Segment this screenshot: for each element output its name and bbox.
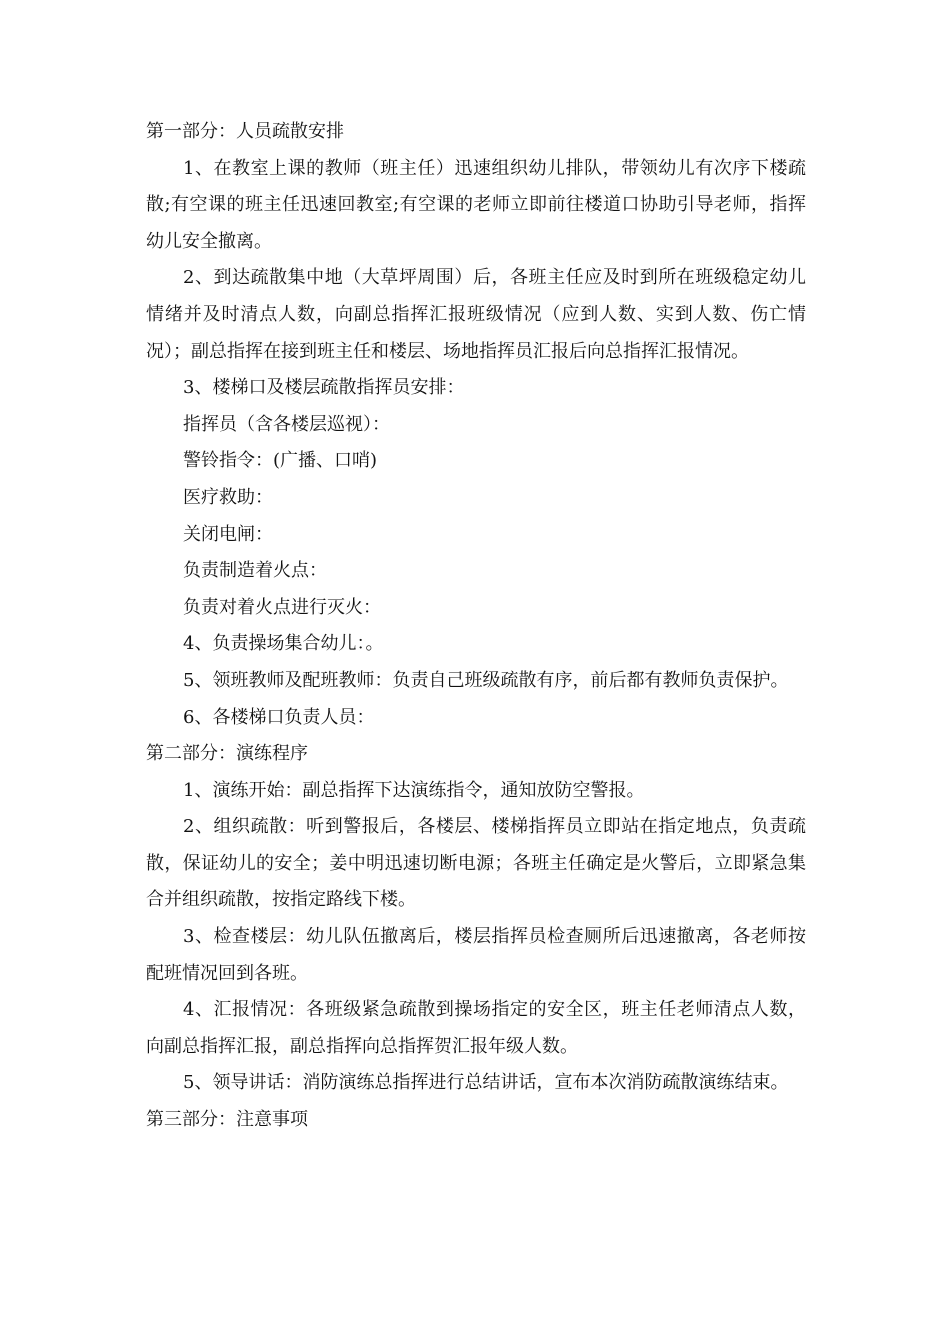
section-title-part1: 第一部分：人员疏散安排 [146, 121, 344, 142]
paragraph-part1-item3: 3、楼梯口及楼层疏散指挥员安排： [183, 377, 465, 399]
paragraph-part2-item5: 5、领导讲话：消防演练总指挥进行总结讲话，宣布本次消防疏散演练结束。 [183, 1072, 789, 1094]
paragraph-medical-aid: 医疗救助： [183, 486, 273, 508]
paragraph-part2-item1: 1、演练开始：副总指挥下达演练指令，通知放防空警报。 [183, 779, 645, 801]
paragraph-part1-item1: 1、在教室上课的教师（班主任）迅速组织幼儿排队，带领幼儿有次序下楼疏散;有空课的班主任迅速回教室;有空课的老师立即前往楼道口协助引导老师，指挥幼儿安全撤离。 [146, 157, 806, 252]
document-body [146, 114, 806, 1139]
paragraph-extinguish: 负责对着火点进行灭火： [183, 596, 381, 618]
paragraph-fire-point: 负责制造着火点： [183, 560, 327, 582]
section-title-part3: 第三部分：注意事项 [146, 1109, 308, 1131]
paragraph-alarm-command: 警铃指令：(广播、口哨) [183, 450, 378, 472]
paragraph-part2-item4: 4、汇报情况：各班级紧急疏散到操场指定的安全区，班主任老师清点人数，向副总指挥汇报，副总指挥向总指挥贺汇报年级人数。 [146, 999, 806, 1057]
paragraph-part1-item4: 4、负责操场集合幼儿：。 [183, 633, 384, 655]
section-title-part2: 第二部分：演练程序 [146, 743, 308, 765]
paragraph-commander: 指挥员（含各楼层巡视）： [183, 413, 390, 435]
paragraph-part2-item2: 2、组织疏散：听到警报后，各楼层、楼梯指挥员立即站在指定地点，负责疏散，保证幼儿的安全；姜中明迅速切断电源；各班主任确定是火警后，立即紧急集合并组织疏散，按指定路线下楼。 [146, 816, 806, 911]
paragraph-part1-item6: 6、各楼梯口负责人员： [183, 706, 375, 728]
paragraph-part1-item5: 5、领班教师及配班教师：负责自己班级疏散有序，前后都有教师负责保护。 [183, 669, 789, 691]
paragraph-power-switch: 关闭电闸： [183, 523, 273, 545]
paragraph-part1-item2: 2、到达疏散集中地（大草坪周围）后，各班主任应及时到所在班级稳定幼儿情绪并及时清点人数，向副总指挥汇报班级情况（应到人数、实到人数、伤亡情况）；副总指挥在接到班主任和楼层、场地指挥员汇报后向总指挥汇报情况。 [146, 267, 806, 362]
paragraph-part2-item3: 3、检查楼层：幼儿队伍撤离后，楼层指挥员检查厕所后迅速撤离，各老师按配班情况回到各班。 [146, 926, 806, 984]
